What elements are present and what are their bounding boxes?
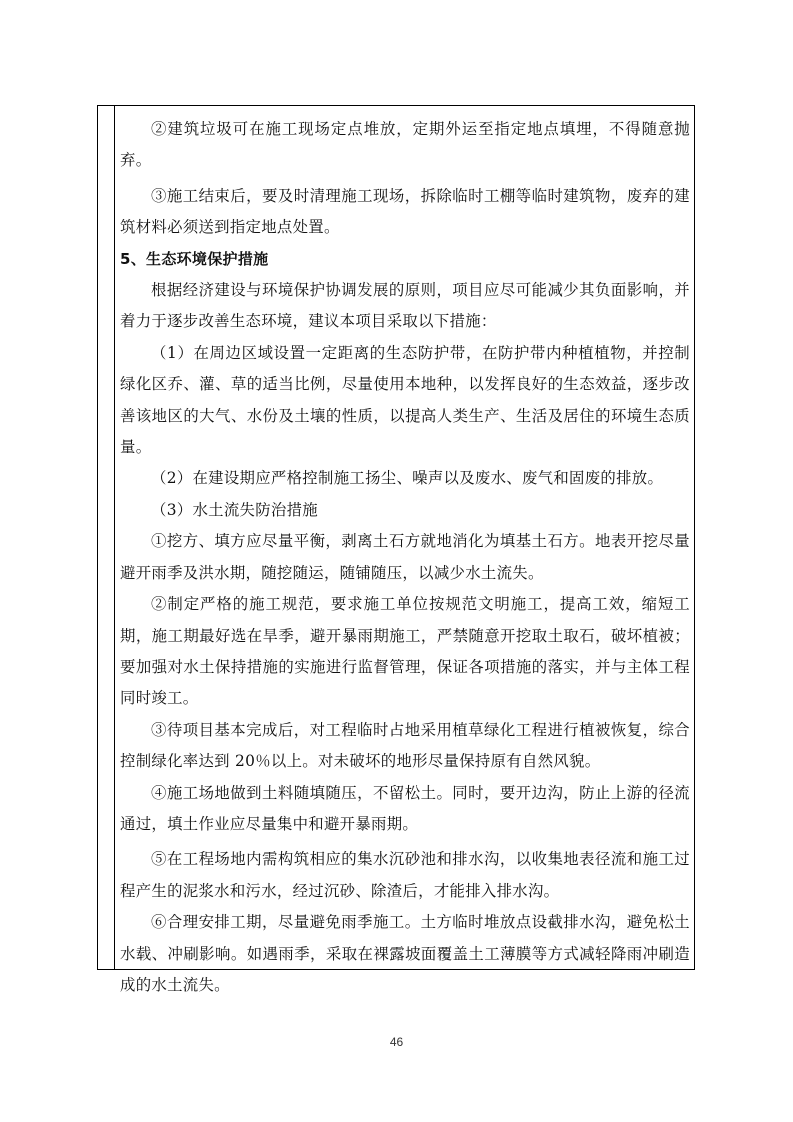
table-frame [97, 105, 695, 994]
paragraph: ④施工场地做到土料随填随压，不留松土。同时，要开边沟，防止上游的径流通过，填土作业应尽量集中和避开暴雨期。 [120, 783, 690, 833]
paragraph: （2）在建设期应严格控制施工扬尘、噪声以及废水、废气和固废的排放。 [151, 469, 664, 488]
table-left-column [98, 106, 115, 969]
section-heading: 5、生态环境保护措施 [120, 249, 269, 268]
paragraph: ①挖方、填方应尽量平衡，剥离土石方就地消化为填基土石方。地表开挖尽量避开雨季及洪水期，随挖随运，随铺随压，以减少水土流失。 [120, 532, 690, 582]
paragraph: ③施工结束后，要及时清理施工现场，拆除临时工棚等临时建筑物，废弃的建筑材料必须送到指定地点处置。 [120, 186, 690, 237]
paragraph: （3）水土流失防治措施 [151, 500, 318, 519]
paragraph: ⑥合理安排工期，尽量避免雨季施工。土方临时堆放点设截排水沟，避免松土水载、冲刷影响。如遇雨季，采取在裸露坡面覆盖土工薄膜等方式减轻降雨冲刷造成的水土流失。 [120, 913, 690, 994]
paragraph: （1）在周边区域设置一定距离的生态防护带，在防护带内种植植物，并控制绿化区乔、灌、草的适当比例，尽量使用本地种，以发挥良好的生态效益，逐步改善该地区的大气、水份及土壤的性质，以提高人类生产、生活及居住的环境生态质量。 [120, 343, 690, 457]
paragraph: 根据经济建设与环境保护协调发展的原则，项目应尽可能减少其负面影响，并着力于逐步改善生态环境，建议本项目采取以下措施： [120, 281, 690, 331]
paragraph: ②制定严格的施工规范，要求施工单位按规范文明施工，提高工效，缩短工期，施工期最好选在旱季，避开暴雨期施工，严禁随意开挖取土取石，破坏植被；要加强对水土保持措施的实施进行监督管理，保证各项措施的落实，并与主体工程同时竣工。 [120, 595, 690, 708]
page-number: 46 [389, 1035, 404, 1049]
paragraph: ③待项目基本完成后，对工程临时占地采用植草绿化工程进行植被恢复，综合控制绿化率达到 20％以上。对未破坏的地形尽量保持原有自然风貌。 [120, 720, 690, 771]
paragraph: ②建筑垃圾可在施工现场定点堆放，定期外运至指定地点填埋，不得随意抛弃。 [120, 120, 690, 170]
paragraph: ⑤在工程场地内需构筑相应的集水沉砂池和排水沟，以收集地表径流和施工过程产生的泥浆水和污水，经过沉砂、除渣后，才能排入排水沟。 [120, 850, 690, 900]
table-content-cell [120, 114, 690, 1001]
